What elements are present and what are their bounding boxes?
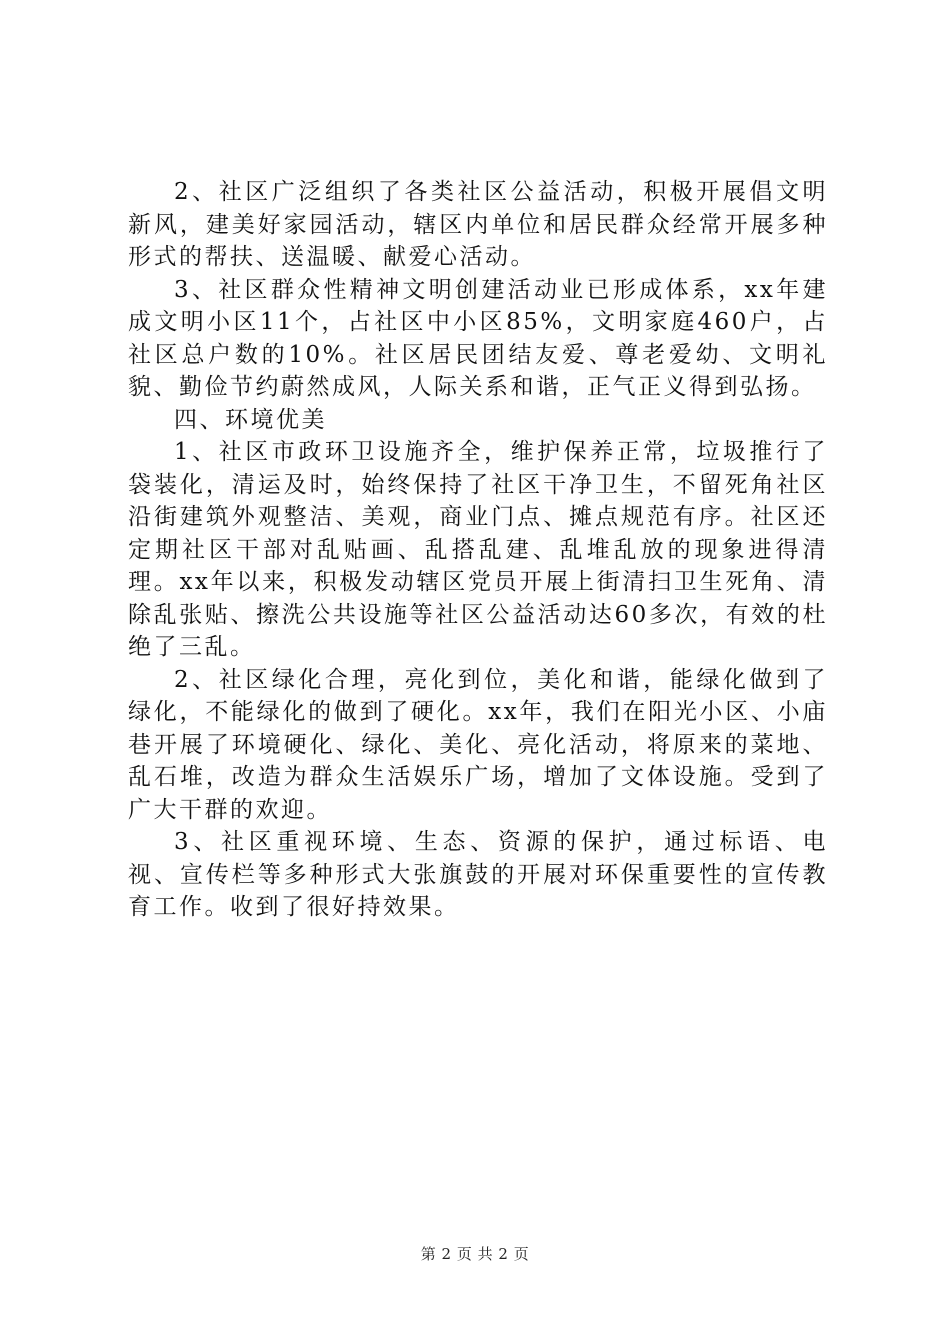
paragraph-public-welfare: 2、社区广泛组织了各类社区公益活动，积极开展倡文明新风，建美好家园活动，辖区内单位和居民群众经常开展多种形式的帮扶、送温暖、献爱心活动。 — [128, 179, 828, 270]
page-number-footer: 第 2 页 共 2 页 — [420, 1245, 530, 1263]
paragraph-civilization-creation: 3、社区群众性精神文明创建活动业已形成体系，xx年建成文明小区11个，占社区中小区85%，文明家庭460户，占社区总户数的10%。社区居民团结友爱、尊老爱幼、文明礼貌、勤俭节约蔚然成风，人际关系和谐，正气正义得到弘扬。 — [128, 276, 828, 400]
paragraph-environmental-protection: 3、社区重视环境、生态、资源的保护，通过标语、电视、宣传栏等多种形式大张旗鼓的开展对环保重要性的宣传教育工作。收到了很好持效果。 — [128, 829, 828, 920]
paragraph-sanitation: 1、社区市政环卫设施齐全，维护保养正常，垃圾推行了袋装化，清运及时，始终保持了社区干净卫生，不留死角社区沿街建筑外观整洁、美观，商业门点、摊点规范有序。社区还定期社区干部对乱贴画、乱搭乱建、乱堆乱放的现象进得清理。xx年以来，积极发动辖区党员开展上街清扫卫生死角、清除乱张贴、擦洗公共设施等社区公益活动达60多次，有效的杜绝了三乱。 — [128, 439, 828, 660]
document-body — [128, 176, 828, 924]
paragraph-greening: 2、社区绿化合理，亮化到位，美化和谐，能绿化做到了绿化，不能绿化的做到了硬化。xx年，我们在阳光小区、小庙巷开展了环境硬化、绿化、美化、亮化活动，将原来的菜地、乱石堆，改造为群众生活娱乐广场，增加了文体设施。受到了广大干群的欢迎。 — [128, 666, 828, 823]
section-heading-environment: 四、环境优美 — [174, 406, 327, 433]
